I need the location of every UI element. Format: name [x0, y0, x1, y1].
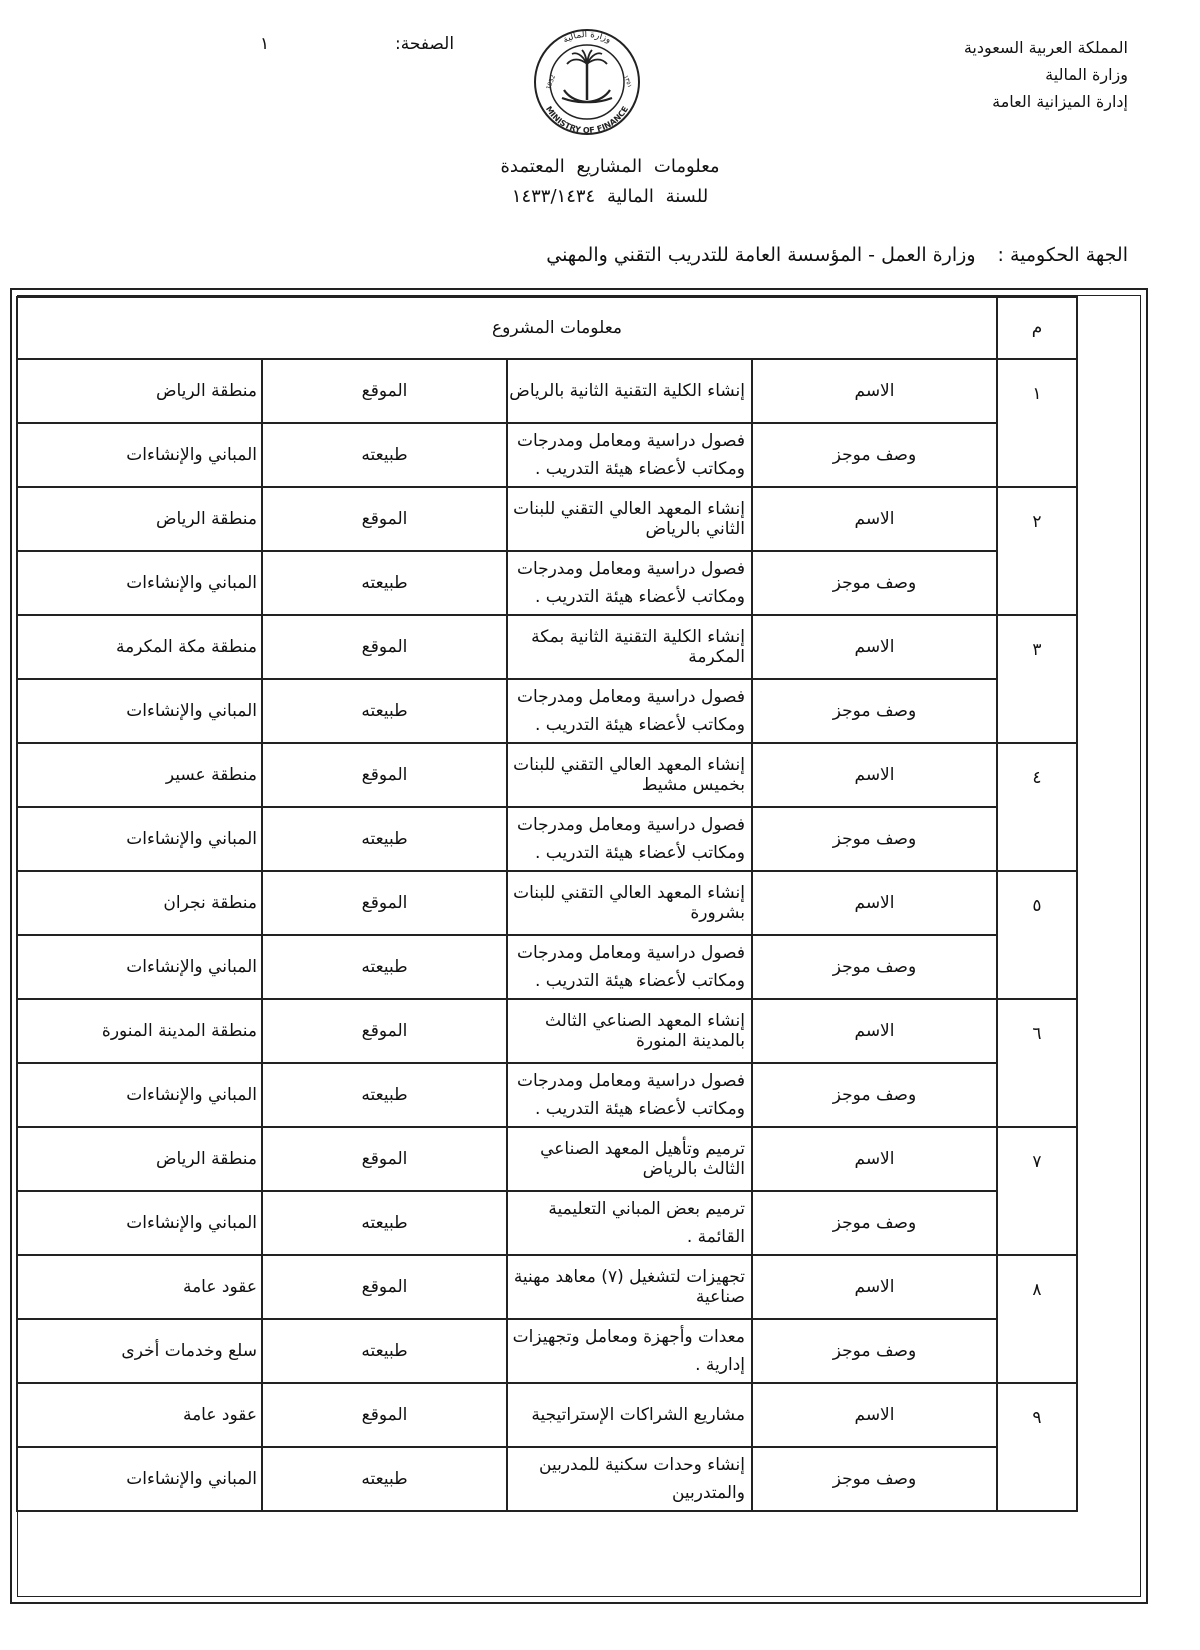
location-label: الموقع — [262, 999, 507, 1063]
government-entity-label: الجهة الحكومية : — [997, 244, 1128, 266]
description-label: وصف موجز — [752, 1447, 997, 1511]
project-nature: سلع وخدمات أخرى — [17, 1319, 262, 1383]
project-location: عقود عامة — [17, 1255, 262, 1319]
name-label: الاسم — [752, 487, 997, 551]
seal-bottom-text: MINISTRY OF FINANCE — [543, 104, 631, 136]
nature-label: طبيعته — [262, 423, 507, 487]
project-description-row — [17, 679, 1077, 743]
project-description — [507, 679, 752, 743]
project-number: ٨ — [997, 1255, 1077, 1383]
project-nature: المباني والإنشاءات — [17, 423, 262, 487]
document-title — [0, 152, 1200, 212]
project-description — [507, 935, 752, 999]
name-label: الاسم — [752, 743, 997, 807]
project-number: ٥ — [997, 871, 1077, 999]
project-name: إنشاء المعهد العالي التقني للبنات بخميس مشيط — [507, 743, 752, 807]
project-name-row — [17, 615, 1077, 679]
column-header-project-info: معلومات المشروع — [17, 297, 997, 359]
description-label: وصف موجز — [752, 551, 997, 615]
project-description — [507, 1063, 752, 1127]
location-label: الموقع — [262, 1127, 507, 1191]
project-location: منطقة نجران — [17, 871, 262, 935]
description-label: وصف موجز — [752, 1191, 997, 1255]
project-name: تجهيزات لتشغيل (٧) معاهد مهنية صناعية — [507, 1255, 752, 1319]
project-location: عقود عامة — [17, 1383, 262, 1447]
name-label: الاسم — [752, 999, 997, 1063]
location-label: الموقع — [262, 871, 507, 935]
svg-text:MINISTRY OF FINANCE — [544, 105, 630, 135]
location-label: الموقع — [262, 1383, 507, 1447]
government-entity — [546, 244, 1128, 266]
project-name-row — [17, 871, 1077, 935]
org-line-department: إدارة الميزانية العامة — [992, 92, 1128, 111]
project-description-row — [17, 551, 1077, 615]
org-line-kingdom: المملكة العربية السعودية — [963, 38, 1128, 57]
location-label: الموقع — [262, 487, 507, 551]
project-description — [507, 551, 752, 615]
project-name-row — [17, 999, 1077, 1063]
project-description — [507, 1447, 752, 1511]
description-label: وصف موجز — [752, 423, 997, 487]
project-description-text: فصول دراسية ومعامل ومدرجات ومكاتب لأعضاء هيئة التدريب . — [516, 559, 745, 607]
project-description-row — [17, 807, 1077, 871]
project-description-row — [17, 935, 1077, 999]
project-name-row — [17, 1383, 1077, 1447]
project-nature: المباني والإنشاءات — [17, 935, 262, 999]
name-label: الاسم — [752, 615, 997, 679]
location-label: الموقع — [262, 1255, 507, 1319]
project-name-row — [17, 359, 1077, 423]
project-name: إنشاء الكلية التقنية الثانية بمكة المكرمة — [507, 615, 752, 679]
projects-table — [16, 296, 1078, 1512]
project-location: منطقة الرياض — [17, 1127, 262, 1191]
organization-header — [964, 34, 1128, 115]
name-label: الاسم — [752, 1127, 997, 1191]
seal-year-left: 1932 — [545, 73, 558, 91]
project-description-row — [17, 1063, 1077, 1127]
project-description — [507, 1191, 752, 1255]
org-line-ministry: وزارة المالية — [1045, 65, 1128, 84]
nature-label: طبيعته — [262, 807, 507, 871]
project-number: ٩ — [997, 1383, 1077, 1511]
project-nature: المباني والإنشاءات — [17, 1063, 262, 1127]
name-label: الاسم — [752, 359, 997, 423]
title-line-1: معلومات المشاريع المعتمدة — [500, 156, 720, 177]
column-header-number: م — [997, 297, 1077, 359]
project-name: إنشاء المعهد العالي التقني للبنات بشرورة — [507, 871, 752, 935]
project-description-row — [17, 423, 1077, 487]
page-label: الصفحة: — [395, 34, 455, 54]
description-label: وصف موجز — [752, 935, 997, 999]
name-label: الاسم — [752, 1255, 997, 1319]
project-name: إنشاء المعهد الصناعي الثالث بالمدينة المنورة — [507, 999, 752, 1063]
nature-label: طبيعته — [262, 1063, 507, 1127]
project-number: ١ — [997, 359, 1077, 487]
project-name-row — [17, 1127, 1077, 1191]
project-location: منطقة عسير — [17, 743, 262, 807]
project-description-row — [17, 1447, 1077, 1511]
nature-label: طبيعته — [262, 1319, 507, 1383]
location-label: الموقع — [262, 743, 507, 807]
project-description-text: معدات وأجهزة ومعامل وتجهيزات إدارية . — [512, 1327, 745, 1375]
location-label: الموقع — [262, 615, 507, 679]
description-label: وصف موجز — [752, 807, 997, 871]
project-description-row — [17, 1319, 1077, 1383]
seal-top-text: وزارة المالية — [561, 29, 613, 46]
name-label: الاسم — [752, 1383, 997, 1447]
project-name: مشاريع الشراكات الإستراتيجية — [507, 1383, 752, 1447]
name-label: الاسم — [752, 871, 997, 935]
project-description-text: إنشاء وحدات سكنية للمدربين والمتدربين — [539, 1455, 745, 1503]
project-description — [507, 807, 752, 871]
project-description-text: فصول دراسية ومعامل ومدرجات ومكاتب لأعضاء هيئة التدريب . — [516, 943, 745, 991]
project-name-row — [17, 1255, 1077, 1319]
project-location: منطقة المدينة المنورة — [17, 999, 262, 1063]
nature-label: طبيعته — [262, 551, 507, 615]
government-entity-value: وزارة العمل - المؤسسة العامة للتدريب التقني والمهني — [546, 244, 976, 266]
project-name: ترميم وتأهيل المعهد الصناعي الثالث بالرياض — [507, 1127, 752, 1191]
location-label: الموقع — [262, 359, 507, 423]
project-location: منطقة الرياض — [17, 487, 262, 551]
project-name: إنشاء الكلية التقنية الثانية بالرياض — [507, 359, 752, 423]
project-number: ٧ — [997, 1127, 1077, 1255]
project-number: ٦ — [997, 999, 1077, 1127]
project-description-text: ترميم بعض المباني التعليمية القائمة . — [548, 1199, 745, 1247]
title-line-2: للسنة المالية ١٤٣٣/١٤٣٤ — [511, 186, 709, 207]
project-nature: المباني والإنشاءات — [17, 1447, 262, 1511]
page-number: ١ — [260, 34, 270, 54]
project-description-text: فصول دراسية ومعامل ومدرجات ومكاتب لأعضاء هيئة التدريب . — [516, 1071, 745, 1119]
project-nature: المباني والإنشاءات — [17, 1191, 262, 1255]
project-name: إنشاء المعهد العالي التقني للبنات الثاني بالرياض — [507, 487, 752, 551]
project-description-row — [17, 1191, 1077, 1255]
project-location: منطقة الرياض — [17, 359, 262, 423]
description-label: وصف موجز — [752, 1319, 997, 1383]
project-number: ٣ — [997, 615, 1077, 743]
project-description-text: فصول دراسية ومعامل ومدرجات ومكاتب لأعضاء هيئة التدريب . — [516, 687, 745, 735]
project-nature: المباني والإنشاءات — [17, 807, 262, 871]
description-label: وصف موجز — [752, 1063, 997, 1127]
project-name-row — [17, 487, 1077, 551]
nature-label: طبيعته — [262, 935, 507, 999]
nature-label: طبيعته — [262, 679, 507, 743]
table-header-row — [17, 297, 1077, 359]
nature-label: طبيعته — [262, 1447, 507, 1511]
project-number: ٤ — [997, 743, 1077, 871]
ministry-seal-logo — [520, 28, 654, 136]
project-number: ٢ — [997, 487, 1077, 615]
project-description-text: فصول دراسية ومعامل ومدرجات ومكاتب لأعضاء هيئة التدريب . — [516, 431, 745, 479]
project-location: منطقة مكة المكرمة — [17, 615, 262, 679]
project-name-row — [17, 743, 1077, 807]
description-label: وصف موجز — [752, 679, 997, 743]
project-description-text: فصول دراسية ومعامل ومدرجات ومكاتب لأعضاء هيئة التدريب . — [516, 815, 745, 863]
seal-year-right: ١٣٥١ — [622, 74, 634, 89]
project-nature: المباني والإنشاءات — [17, 551, 262, 615]
project-description — [507, 1319, 752, 1383]
project-description — [507, 423, 752, 487]
nature-label: طبيعته — [262, 1191, 507, 1255]
project-nature: المباني والإنشاءات — [17, 679, 262, 743]
